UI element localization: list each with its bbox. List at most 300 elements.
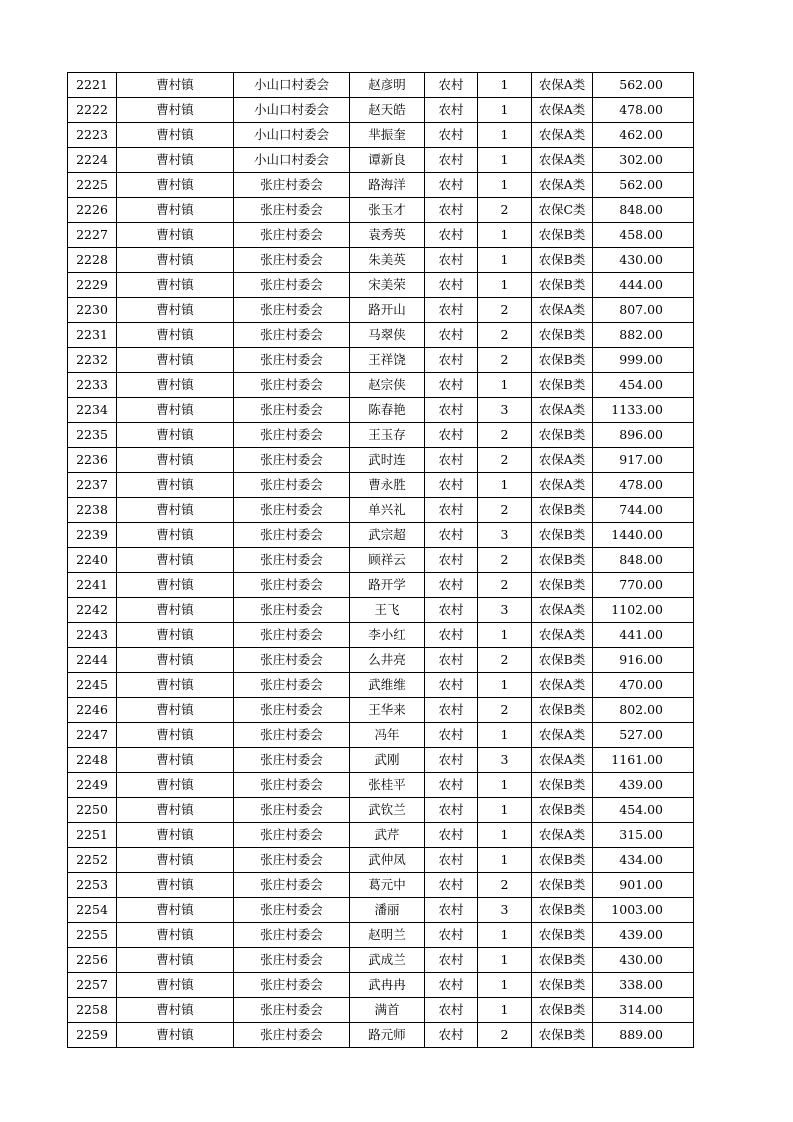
amount-cell: 315.00	[593, 823, 694, 848]
household-type-cell: 农村	[425, 498, 478, 523]
village-committee-cell: 张庄村委会	[234, 448, 350, 473]
amount-cell: 562.00	[593, 73, 694, 98]
row-number-cell: 2223	[68, 123, 117, 148]
name-cell: 么井亮	[350, 648, 425, 673]
table-row	[68, 248, 694, 273]
insurance-category-cell: 农保B类	[532, 523, 593, 548]
row-number-cell: 2235	[68, 423, 117, 448]
person-count-cell: 3	[478, 398, 532, 423]
table-row	[68, 923, 694, 948]
row-number-cell: 2243	[68, 623, 117, 648]
town-cell: 曹村镇	[117, 273, 234, 298]
town-cell: 曹村镇	[117, 173, 234, 198]
row-number-cell: 2253	[68, 873, 117, 898]
town-cell: 曹村镇	[117, 223, 234, 248]
insurance-category-cell: 农保A类	[532, 723, 593, 748]
row-number-cell: 2230	[68, 298, 117, 323]
town-cell: 曹村镇	[117, 473, 234, 498]
table-row	[68, 523, 694, 548]
row-number-cell: 2256	[68, 948, 117, 973]
village-committee-cell: 张庄村委会	[234, 698, 350, 723]
table-row	[68, 448, 694, 473]
row-number-cell: 2251	[68, 823, 117, 848]
town-cell: 曹村镇	[117, 323, 234, 348]
row-number-cell: 2225	[68, 173, 117, 198]
person-count-cell: 1	[478, 123, 532, 148]
name-cell: 葛元中	[350, 873, 425, 898]
insurance-category-cell: 农保B类	[532, 273, 593, 298]
insurance-category-cell: 农保B类	[532, 798, 593, 823]
household-type-cell: 农村	[425, 948, 478, 973]
town-cell: 曹村镇	[117, 348, 234, 373]
name-cell: 路开学	[350, 573, 425, 598]
table-row	[68, 948, 694, 973]
insurance-category-cell: 农保B类	[532, 773, 593, 798]
row-number-cell: 2246	[68, 698, 117, 723]
town-cell: 曹村镇	[117, 998, 234, 1023]
table-row	[68, 573, 694, 598]
amount-cell: 901.00	[593, 873, 694, 898]
household-type-cell: 农村	[425, 373, 478, 398]
insurance-category-cell: 农保A类	[532, 298, 593, 323]
village-committee-cell: 张庄村委会	[234, 898, 350, 923]
household-type-cell: 农村	[425, 873, 478, 898]
household-type-cell: 农村	[425, 898, 478, 923]
table-row	[68, 98, 694, 123]
table-row	[68, 73, 694, 98]
village-committee-cell: 小山口村委会	[234, 73, 350, 98]
name-cell: 赵明兰	[350, 923, 425, 948]
row-number-cell: 2257	[68, 973, 117, 998]
household-type-cell: 农村	[425, 348, 478, 373]
person-count-cell: 1	[478, 473, 532, 498]
insurance-category-cell: 农保B类	[532, 323, 593, 348]
row-number-cell: 2239	[68, 523, 117, 548]
name-cell: 王祥饶	[350, 348, 425, 373]
table-row	[68, 298, 694, 323]
person-count-cell: 1	[478, 798, 532, 823]
person-count-cell: 1	[478, 948, 532, 973]
table-row	[68, 748, 694, 773]
amount-cell: 434.00	[593, 848, 694, 873]
household-type-cell: 农村	[425, 848, 478, 873]
table-row	[68, 873, 694, 898]
name-cell: 武成兰	[350, 948, 425, 973]
town-cell: 曹村镇	[117, 923, 234, 948]
town-cell: 曹村镇	[117, 573, 234, 598]
village-committee-cell: 张庄村委会	[234, 523, 350, 548]
row-number-cell: 2224	[68, 148, 117, 173]
amount-cell: 430.00	[593, 948, 694, 973]
village-committee-cell: 张庄村委会	[234, 773, 350, 798]
amount-cell: 462.00	[593, 123, 694, 148]
town-cell: 曹村镇	[117, 73, 234, 98]
amount-cell: 458.00	[593, 223, 694, 248]
insurance-category-cell: 农保B类	[532, 973, 593, 998]
town-cell: 曹村镇	[117, 673, 234, 698]
town-cell: 曹村镇	[117, 448, 234, 473]
table-row	[68, 798, 694, 823]
person-count-cell: 1	[478, 998, 532, 1023]
name-cell: 武芹	[350, 823, 425, 848]
household-type-cell: 农村	[425, 198, 478, 223]
insurance-category-cell: 农保B类	[532, 873, 593, 898]
town-cell: 曹村镇	[117, 898, 234, 923]
table-row	[68, 698, 694, 723]
amount-cell: 1161.00	[593, 748, 694, 773]
person-count-cell: 1	[478, 273, 532, 298]
town-cell: 曹村镇	[117, 248, 234, 273]
town-cell: 曹村镇	[117, 748, 234, 773]
town-cell: 曹村镇	[117, 598, 234, 623]
insurance-category-cell: 农保B类	[532, 498, 593, 523]
table-row	[68, 273, 694, 298]
name-cell: 路海洋	[350, 173, 425, 198]
table-row	[68, 473, 694, 498]
insurance-category-cell: 农保B类	[532, 923, 593, 948]
town-cell: 曹村镇	[117, 1023, 234, 1048]
village-committee-cell: 张庄村委会	[234, 848, 350, 873]
household-type-cell: 农村	[425, 623, 478, 648]
village-committee-cell: 小山口村委会	[234, 98, 350, 123]
person-count-cell: 2	[478, 648, 532, 673]
amount-cell: 302.00	[593, 148, 694, 173]
row-number-cell: 2236	[68, 448, 117, 473]
insurance-category-cell: 农保B类	[532, 898, 593, 923]
village-committee-cell: 张庄村委会	[234, 173, 350, 198]
name-cell: 宋美荣	[350, 273, 425, 298]
name-cell: 王华来	[350, 698, 425, 723]
village-committee-cell: 张庄村委会	[234, 873, 350, 898]
insurance-category-cell: 农保A类	[532, 473, 593, 498]
village-committee-cell: 张庄村委会	[234, 548, 350, 573]
table-row	[68, 973, 694, 998]
village-committee-cell: 张庄村委会	[234, 948, 350, 973]
insurance-category-cell: 农保A类	[532, 623, 593, 648]
table-row	[68, 223, 694, 248]
insurance-category-cell: 农保A类	[532, 448, 593, 473]
amount-cell: 454.00	[593, 373, 694, 398]
amount-cell: 478.00	[593, 473, 694, 498]
insurance-category-cell: 农保B类	[532, 573, 593, 598]
row-number-cell: 2247	[68, 723, 117, 748]
amount-cell: 882.00	[593, 323, 694, 348]
town-cell: 曹村镇	[117, 423, 234, 448]
row-number-cell: 2231	[68, 323, 117, 348]
household-type-cell: 农村	[425, 773, 478, 798]
household-type-cell: 农村	[425, 323, 478, 348]
table-row	[68, 1023, 694, 1048]
person-count-cell: 2	[478, 548, 532, 573]
village-committee-cell: 张庄村委会	[234, 573, 350, 598]
name-cell: 潘丽	[350, 898, 425, 923]
insurance-category-cell: 农保A类	[532, 98, 593, 123]
name-cell: 张桂平	[350, 773, 425, 798]
town-cell: 曹村镇	[117, 123, 234, 148]
row-number-cell: 2245	[68, 673, 117, 698]
name-cell: 赵天皓	[350, 98, 425, 123]
person-count-cell: 2	[478, 298, 532, 323]
town-cell: 曹村镇	[117, 873, 234, 898]
amount-cell: 444.00	[593, 273, 694, 298]
table-row	[68, 723, 694, 748]
household-type-cell: 农村	[425, 648, 478, 673]
table-row	[68, 173, 694, 198]
table-row	[68, 898, 694, 923]
row-number-cell: 2226	[68, 198, 117, 223]
amount-cell: 314.00	[593, 998, 694, 1023]
name-cell: 武冉冉	[350, 973, 425, 998]
town-cell: 曹村镇	[117, 698, 234, 723]
town-cell: 曹村镇	[117, 398, 234, 423]
amount-cell: 917.00	[593, 448, 694, 473]
insurance-category-cell: 农保A类	[532, 73, 593, 98]
row-number-cell: 2259	[68, 1023, 117, 1048]
row-number-cell: 2233	[68, 373, 117, 398]
person-count-cell: 1	[478, 248, 532, 273]
village-committee-cell: 张庄村委会	[234, 423, 350, 448]
row-number-cell: 2254	[68, 898, 117, 923]
row-number-cell: 2237	[68, 473, 117, 498]
table-row	[68, 623, 694, 648]
name-cell: 袁秀英	[350, 223, 425, 248]
household-type-cell: 农村	[425, 998, 478, 1023]
insurance-category-cell: 农保B类	[532, 848, 593, 873]
row-number-cell: 2244	[68, 648, 117, 673]
name-cell: 顾祥云	[350, 548, 425, 573]
table-row	[68, 598, 694, 623]
amount-cell: 889.00	[593, 1023, 694, 1048]
insurance-category-cell: 农保B类	[532, 248, 593, 273]
table-row	[68, 673, 694, 698]
amount-cell: 1003.00	[593, 898, 694, 923]
table-row	[68, 398, 694, 423]
insurance-category-cell: 农保A类	[532, 148, 593, 173]
household-type-cell: 农村	[425, 98, 478, 123]
person-count-cell: 3	[478, 898, 532, 923]
village-committee-cell: 张庄村委会	[234, 223, 350, 248]
person-count-cell: 2	[478, 573, 532, 598]
person-count-cell: 1	[478, 223, 532, 248]
table-row	[68, 498, 694, 523]
insurance-category-cell: 农保B类	[532, 648, 593, 673]
name-cell: 武时连	[350, 448, 425, 473]
table-row	[68, 423, 694, 448]
row-number-cell: 2255	[68, 923, 117, 948]
village-committee-cell: 张庄村委会	[234, 623, 350, 648]
person-count-cell: 2	[478, 198, 532, 223]
household-type-cell: 农村	[425, 698, 478, 723]
town-cell: 曹村镇	[117, 623, 234, 648]
village-committee-cell: 小山口村委会	[234, 123, 350, 148]
amount-cell: 527.00	[593, 723, 694, 748]
village-committee-cell: 张庄村委会	[234, 373, 350, 398]
row-number-cell: 2221	[68, 73, 117, 98]
person-count-cell: 2	[478, 873, 532, 898]
amount-cell: 770.00	[593, 573, 694, 598]
person-count-cell: 1	[478, 173, 532, 198]
village-committee-cell: 张庄村委会	[234, 273, 350, 298]
village-committee-cell: 张庄村委会	[234, 1023, 350, 1048]
household-type-cell: 农村	[425, 573, 478, 598]
village-committee-cell: 张庄村委会	[234, 673, 350, 698]
name-cell: 王飞	[350, 598, 425, 623]
household-type-cell: 农村	[425, 423, 478, 448]
row-number-cell: 2238	[68, 498, 117, 523]
household-type-cell: 农村	[425, 223, 478, 248]
household-type-cell: 农村	[425, 973, 478, 998]
insurance-category-cell: 农保A类	[532, 823, 593, 848]
village-committee-cell: 张庄村委会	[234, 998, 350, 1023]
household-type-cell: 农村	[425, 823, 478, 848]
name-cell: 单兴礼	[350, 498, 425, 523]
person-count-cell: 2	[478, 448, 532, 473]
name-cell: 张玉才	[350, 198, 425, 223]
insurance-category-cell: 农保A类	[532, 673, 593, 698]
name-cell: 曹永胜	[350, 473, 425, 498]
person-count-cell: 1	[478, 973, 532, 998]
insurance-category-cell: 农保A类	[532, 398, 593, 423]
insurance-category-cell: 农保A类	[532, 123, 593, 148]
name-cell: 朱美英	[350, 248, 425, 273]
household-type-cell: 农村	[425, 523, 478, 548]
amount-cell: 802.00	[593, 698, 694, 723]
household-type-cell: 农村	[425, 73, 478, 98]
table-row	[68, 123, 694, 148]
village-committee-cell: 张庄村委会	[234, 498, 350, 523]
household-type-cell: 农村	[425, 923, 478, 948]
name-cell: 谭新良	[350, 148, 425, 173]
town-cell: 曹村镇	[117, 148, 234, 173]
table-row	[68, 373, 694, 398]
person-count-cell: 3	[478, 523, 532, 548]
person-count-cell: 2	[478, 423, 532, 448]
household-type-cell: 农村	[425, 798, 478, 823]
town-cell: 曹村镇	[117, 798, 234, 823]
town-cell: 曹村镇	[117, 198, 234, 223]
household-type-cell: 农村	[425, 273, 478, 298]
person-count-cell: 1	[478, 73, 532, 98]
name-cell: 武刚	[350, 748, 425, 773]
name-cell: 武仲凤	[350, 848, 425, 873]
amount-cell: 470.00	[593, 673, 694, 698]
insurance-category-cell: 农保B类	[532, 548, 593, 573]
insurance-category-cell: 农保C类	[532, 198, 593, 223]
name-cell: 满首	[350, 998, 425, 1023]
household-type-cell: 农村	[425, 673, 478, 698]
amount-cell: 1440.00	[593, 523, 694, 548]
table-row	[68, 348, 694, 373]
village-committee-cell: 张庄村委会	[234, 298, 350, 323]
town-cell: 曹村镇	[117, 648, 234, 673]
name-cell: 路元师	[350, 1023, 425, 1048]
person-count-cell: 3	[478, 598, 532, 623]
row-number-cell: 2234	[68, 398, 117, 423]
town-cell: 曹村镇	[117, 523, 234, 548]
insurance-category-cell: 农保B类	[532, 223, 593, 248]
row-number-cell: 2240	[68, 548, 117, 573]
row-number-cell: 2258	[68, 998, 117, 1023]
village-committee-cell: 张庄村委会	[234, 348, 350, 373]
town-cell: 曹村镇	[117, 98, 234, 123]
amount-cell: 338.00	[593, 973, 694, 998]
insurance-category-cell: 农保B类	[532, 698, 593, 723]
name-cell: 芈振奎	[350, 123, 425, 148]
village-committee-cell: 张庄村委会	[234, 723, 350, 748]
name-cell: 冯年	[350, 723, 425, 748]
row-number-cell: 2248	[68, 748, 117, 773]
row-number-cell: 2250	[68, 798, 117, 823]
household-type-cell: 农村	[425, 248, 478, 273]
village-committee-cell: 张庄村委会	[234, 398, 350, 423]
town-cell: 曹村镇	[117, 973, 234, 998]
person-count-cell: 1	[478, 923, 532, 948]
person-count-cell: 2	[478, 323, 532, 348]
table-row	[68, 648, 694, 673]
name-cell: 李小红	[350, 623, 425, 648]
table-row	[68, 848, 694, 873]
village-committee-cell: 张庄村委会	[234, 598, 350, 623]
household-type-cell: 农村	[425, 548, 478, 573]
amount-cell: 441.00	[593, 623, 694, 648]
table-row	[68, 323, 694, 348]
row-number-cell: 2229	[68, 273, 117, 298]
town-cell: 曹村镇	[117, 823, 234, 848]
row-number-cell: 2228	[68, 248, 117, 273]
amount-cell: 430.00	[593, 248, 694, 273]
town-cell: 曹村镇	[117, 773, 234, 798]
name-cell: 武维维	[350, 673, 425, 698]
person-count-cell: 2	[478, 498, 532, 523]
insurance-category-cell: 农保A类	[532, 598, 593, 623]
amount-cell: 439.00	[593, 923, 694, 948]
insurance-category-cell: 农保A类	[532, 173, 593, 198]
household-type-cell: 农村	[425, 448, 478, 473]
amount-cell: 848.00	[593, 548, 694, 573]
town-cell: 曹村镇	[117, 848, 234, 873]
insurance-category-cell: 农保B类	[532, 348, 593, 373]
amount-cell: 1102.00	[593, 598, 694, 623]
person-count-cell: 3	[478, 748, 532, 773]
household-type-cell: 农村	[425, 173, 478, 198]
amount-cell: 807.00	[593, 298, 694, 323]
village-committee-cell: 张庄村委会	[234, 798, 350, 823]
village-committee-cell: 张庄村委会	[234, 473, 350, 498]
name-cell: 路开山	[350, 298, 425, 323]
table-row	[68, 773, 694, 798]
name-cell: 赵宗侠	[350, 373, 425, 398]
household-type-cell: 农村	[425, 723, 478, 748]
name-cell: 马翠侠	[350, 323, 425, 348]
household-type-cell: 农村	[425, 148, 478, 173]
row-number-cell: 2232	[68, 348, 117, 373]
row-number-cell: 2242	[68, 598, 117, 623]
table-row	[68, 548, 694, 573]
town-cell: 曹村镇	[117, 723, 234, 748]
amount-cell: 916.00	[593, 648, 694, 673]
person-count-cell: 1	[478, 623, 532, 648]
person-count-cell: 1	[478, 98, 532, 123]
town-cell: 曹村镇	[117, 498, 234, 523]
household-type-cell: 农村	[425, 1023, 478, 1048]
person-count-cell: 1	[478, 723, 532, 748]
town-cell: 曹村镇	[117, 948, 234, 973]
insurance-category-cell: 农保A类	[532, 748, 593, 773]
data-table	[67, 72, 694, 1048]
amount-cell: 562.00	[593, 173, 694, 198]
person-count-cell: 1	[478, 848, 532, 873]
town-cell: 曹村镇	[117, 298, 234, 323]
